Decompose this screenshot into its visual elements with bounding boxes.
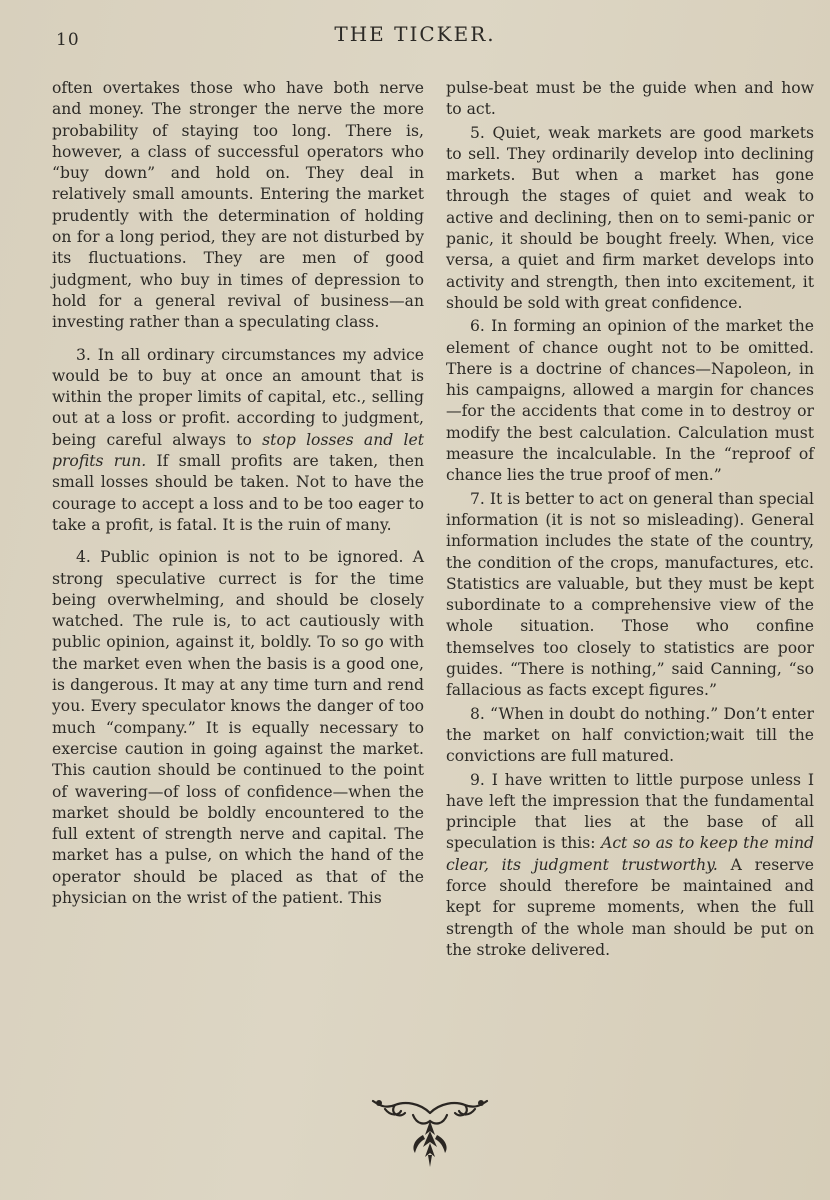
paragraph-5: 5. Quiet, weak markets are good markets to sell. They ordinarily develop into declining markets. But when a market has gone through the stages of quiet and weak to active and declining, then on to semi-panic or panic, it should be bought freely. When, vice versa, a quiet and firm market develops into activity and strength, then into excitement, it should be sold with great confidence.	[446, 123, 814, 312]
paragraph-3-emphasis: stop losses and let profits run.	[52, 430, 424, 471]
page-number: 10	[56, 30, 80, 50]
left-column	[52, 78, 424, 909]
paragraph-3-text-b: If small profits are taken, then small losses should be taken. Not to have the courage to accept a loss and to be too eager to take a profit, is fatal. It is the ruin of many.	[52, 452, 425, 534]
paragraph-7: 7. It is better to act on general than special information (it is not so misleading). General information includes the state of the country, the condition of the crops, manufactures, etc. Statistics are valuable, but they must be kept subordinate to a comprehensive view of the whole situation. Those who confine themselves too closely to statistics are poor guides. “There is nothing,” said Canning, “so fallacious as facts except figures.”	[446, 489, 814, 700]
paragraph-9-text-b: A reserve force should therefore be maintained and kept for supreme moments, when the full strength of the whole man should be put on the stroke delivered.	[446, 855, 814, 959]
running-title: THE TICKER.	[334, 22, 496, 46]
paragraph-4: 4. Public opinion is not to be ignored. A strong speculative currect is for the time being overwhelming, and should be closely watched. The rule is, to act cautiously with public opinion, against it, boldly. To so go with the market even when the basis is a good one, is dangerous. It may at any time turn and rend you. Every speculator knows the danger of too much “company.” It is equally necessary to exercise caution in going against the market. This caution should be continued to the point of wavering—of loss of confidence—when the market should be boldly encountered to the full extent of strength nerve and capital. The market has a pulse, on which the hand of the operator should be placed as that of the physician on the wrist of the patient. This	[52, 548, 424, 907]
paragraph-continuation: often overtakes those who have both nerve and money. The stronger the nerve the more probability of staying too long. There is, however, a class of successful operators who “buy down” and hold on. They deal in relatively small amounts. Entering the market prudently with the determination of holding on for a long period, they are not disturbed by its fluctuations. They are men of good judgment, who buy in times of depression to hold for a general revival of business—an investing rather than a speculating class.	[52, 79, 424, 332]
paragraph-3	[52, 345, 424, 537]
paragraph-3-text-a: 3. In all ordinary circumstances my advice would be to buy at once an amount that is within the proper limits of capital, etc., selling out at a loss or profit. according to judgment, being careful always to	[52, 345, 424, 449]
paragraph-9-emphasis: Act so as to keep the mind clear, its judgment trustworthy.	[446, 834, 814, 874]
paragraph-continuation-right: pulse-beat must be the guide when and how to act.	[446, 79, 814, 119]
paragraph-9-text-a: 9. I have written to little purpose unless I have left the impression that the fundamental principle that lies at the base of all speculation is this:	[446, 770, 814, 853]
ornament-icon	[365, 1095, 495, 1170]
paragraph-8: 8. “When in doubt do nothing.” Don’t enter the market on half conviction;wait till the convictions are full matured.	[446, 704, 814, 766]
right-column	[446, 78, 814, 961]
paragraph-6: 6. In forming an opinion of the market the element of chance ought not to be omitted. There is a doctrine of chances—Napoleon, in his campaigns, allowed a margin for chances—for the accidents that come in to destroy or modify the best calculation. Calculation must measure the incalculable. In the “reproof of chance lies the true proof of men.”	[446, 317, 814, 485]
paragraph-9	[446, 770, 814, 962]
